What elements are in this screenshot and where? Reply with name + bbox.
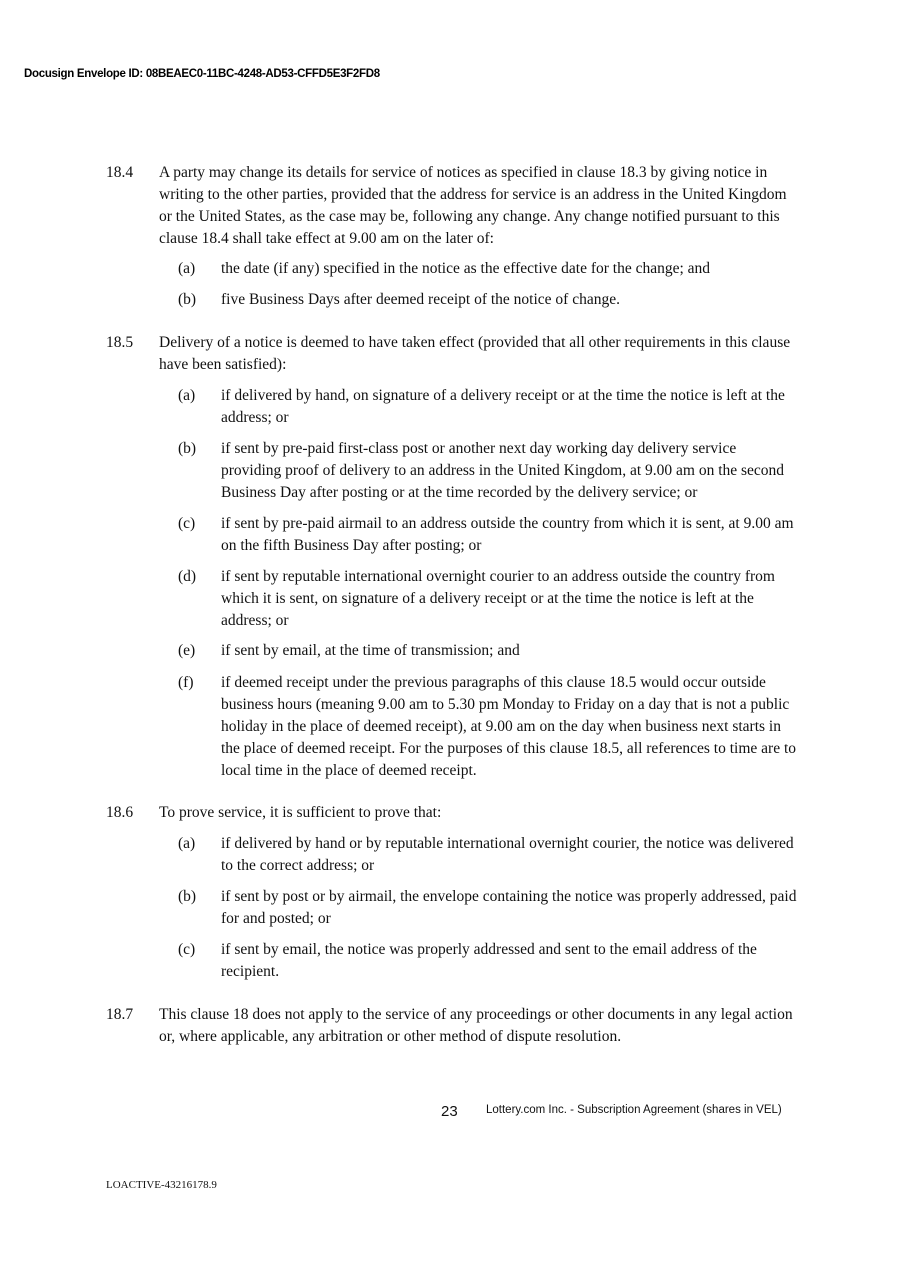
paragraph-text: if sent by pre-paid airmail to an address outside the country from which it is sent, at 9.00 am on the fifth Business Day after posting; or — [221, 515, 794, 554]
paragraph-text: if delivered by hand, on signature of a delivery receipt or at the time the notice is left at the address; or — [221, 387, 785, 426]
clause-18-5-e — [178, 640, 798, 662]
paragraph-text: if delivered by hand or by reputable international overnight courier, the notice was delivered to the correct address; or — [221, 835, 794, 874]
clause-text: A party may change its details for service of notices as specified in clause 18.3 by giving notice in writing to the other parties, provided that the address for service is an address in the United Kingdom or the United States, as the case may be, following any change. Any change notified pursuant to this clause 18.4 shall take effect at 9.00 am on the later of: — [159, 164, 787, 247]
document-reference: LOACTIVE-43216178.9 — [106, 1179, 217, 1191]
clause-18-5-f — [178, 672, 798, 782]
paragraph-label: (b) — [178, 440, 197, 457]
clause-text: Delivery of a notice is deemed to have taken effect (provided that all other requirements in this clause have been satisfied): — [159, 334, 791, 373]
clause-18-5-d — [178, 566, 798, 632]
paragraph-text: five Business Days after deemed receipt of the notice of change. — [221, 291, 620, 308]
clause-18-5-c — [178, 513, 798, 557]
clause-18-4-b — [178, 289, 798, 311]
paragraph-label: (a) — [178, 260, 196, 277]
clause-number: 18.5 — [106, 334, 134, 351]
clause-number: 18.7 — [106, 1006, 134, 1023]
paragraph-text: if sent by email, at the time of transmission; and — [221, 642, 520, 659]
footer-title: Lottery.com Inc. - Subscription Agreement (shares in VEL) — [486, 1104, 782, 1116]
paragraph-label: (f) — [178, 674, 194, 691]
paragraph-label: (a) — [178, 387, 196, 404]
paragraph-text: if deemed receipt under the previous paragraphs of this clause 18.5 would occur outside business hours (meaning 9.00 am to 5.30 pm Monday to Friday on a day that is not a public holiday in the place of deemed receipt), at 9.00 am on the day when business next starts in the place of deemed receipt. For the purposes of this clause 18.5, all references to time are to local time in the place of deemed receipt. — [221, 674, 796, 779]
clause-number: 18.4 — [106, 164, 134, 181]
clause-18-6-c — [178, 939, 798, 983]
paragraph-label: (b) — [178, 291, 197, 308]
clause-18-7 — [106, 1004, 796, 1048]
paragraph-text: the date (if any) specified in the notice as the effective date for the change; and — [221, 260, 711, 277]
clause-text: This clause 18 does not apply to the service of any proceedings or other documents in any legal action or, where applicable, any arbitration or other method of dispute resolution. — [159, 1006, 793, 1045]
clause-18-5 — [106, 332, 796, 376]
paragraph-text: if sent by post or by airmail, the envelope containing the notice was properly addressed, paid for and posted; or — [221, 888, 797, 927]
clause-18-6-b — [178, 886, 798, 930]
clause-18-5-b — [178, 438, 798, 504]
paragraph-label: (e) — [178, 642, 196, 659]
page-number: 23 — [441, 1103, 458, 1120]
clause-18-4-a — [178, 258, 798, 280]
clause-18-4 — [106, 162, 796, 250]
paragraph-text: if sent by reputable international overnight courier to an address outside the country from which it is sent, on signature of a delivery receipt or at the time the notice is left at the address; or — [221, 568, 775, 629]
clause-18-6-a — [178, 833, 798, 877]
paragraph-text: if sent by email, the notice was properly addressed and sent to the email address of the recipient. — [221, 941, 757, 980]
clause-number: 18.6 — [106, 804, 134, 821]
paragraph-label: (d) — [178, 568, 197, 585]
paragraph-label: (b) — [178, 888, 197, 905]
clause-18-6 — [106, 802, 796, 824]
docusign-envelope-id: Docusign Envelope ID: 08BEAEC0-11BC-4248-AD53-CFFD5E3F2FD8 — [24, 68, 380, 80]
paragraph-label: (c) — [178, 941, 196, 958]
paragraph-label: (c) — [178, 515, 196, 532]
clause-18-5-a — [178, 385, 798, 429]
paragraph-label: (a) — [178, 835, 196, 852]
clause-text: To prove service, it is sufficient to prove that: — [159, 804, 442, 821]
paragraph-text: if sent by pre-paid first-class post or another next day working day delivery service providing proof of delivery to an address in the United Kingdom, at 9.00 am on the second Business Day after posting or at the time recorded by the delivery service; or — [221, 440, 785, 501]
